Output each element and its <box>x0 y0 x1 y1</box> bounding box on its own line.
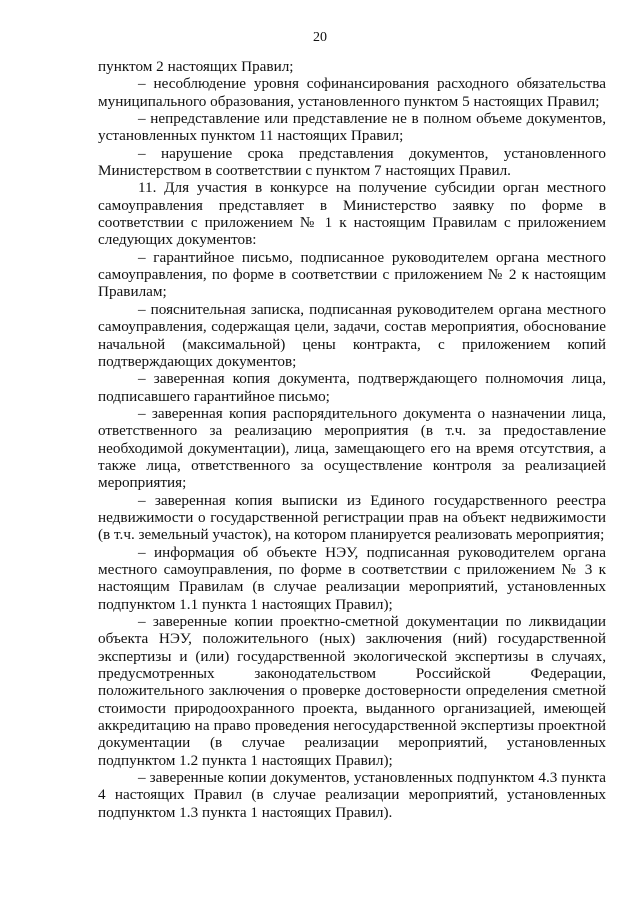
list-item-object-info: – информация об объекте НЭУ, подписанная руководителем органа местного самоуправления, по форме в соответствии с приложением № 3 к настоящим Правилам (в случае реализации мероприятий, установленных подпунктом 1.1 пункта 1 настоящих Правил); <box>98 543 606 613</box>
list-item-registry-extract: – заверенная копия выписки из Единого государственного реестра недвижимости о государственной регистрации прав на объект недвижимости (в т.ч. земельный участок), на котором планируется реализовать мероприятия; <box>98 491 606 544</box>
list-item-nonsubmission: – непредставление или представление не в полном объеме документов, установленных пунктом 11 настоящих Правил; <box>98 110 606 145</box>
list-item-deadline: – нарушение срока представления документов, установленного Министерством в соответствии с пунктом 7 настоящих Правил. <box>98 144 606 180</box>
list-item-cofinancing: – несоблюдение уровня софинансирования расходного обязательства муниципального образования, установленного пунктом 5 настоящих Правил; <box>98 75 606 110</box>
page-number: 20 <box>313 30 327 45</box>
list-item-order-copy: – заверенная копия распорядительного документа о назначении лица, ответственного за реализацию мероприятия (в т.ч. за предоставление необходимой документации), лица, замещающего его на время отсутствия, а также лица, ответственного за осуществление контроля за реализацией мероприятия; <box>98 404 606 492</box>
list-item-docs-4-3: – заверенные копии документов, установленных подпунктом 4.3 пункта 4 настоящих Правил (в случае реализации мероприятий, установленных подпунктом 1.3 пункта 1 настоящих Правил). <box>98 769 606 821</box>
paragraph-continuation: пунктом 2 настоящих Правил; <box>98 58 294 75</box>
list-item-explanatory-note: – пояснительная записка, подписанная руководителем органа местного самоуправления, содержащая цели, задачи, состав мероприятия, обоснование начальной (максимальной) цены контракта, с приложением копий подтверждающих документов; <box>98 300 606 370</box>
list-item-guarantee-letter: – гарантийное письмо, подписанное руководителем органа местного самоуправления, по форме в соответствии с приложением № 2 к настоящим Правилам; <box>98 248 606 301</box>
document-body <box>98 58 606 821</box>
paragraph-11: 11. Для участия в конкурсе на получение субсидии орган местного самоуправления представляет в Министерство заявку по форме в соответствии с приложением № 1 к настоящим Правилам с приложением следующих документов: <box>98 179 606 249</box>
list-item-project-docs: – заверенные копии проектно-сметной документации по ликвидации объекта НЭУ, положительного (ных) заключения (ний) государственной экспертизы и (или) государственной экологической экспертизы в случаях, предусмотренных законодательством Российской Федерации, положительного заключения о проверке достоверности определения сметной стоимости природоохранного проекта, выданного организацией, имеющей аккредитацию на право проведения негосударственной экспертизы проектной документации (в случае реализации мероприятий, установленных подпунктом 1.2 пункта 1 настоящих Правил); <box>98 613 606 769</box>
list-item-authority-copy: – заверенная копия документа, подтверждающего полномочия лица, подписавшего гарантийное письмо; <box>98 370 606 405</box>
